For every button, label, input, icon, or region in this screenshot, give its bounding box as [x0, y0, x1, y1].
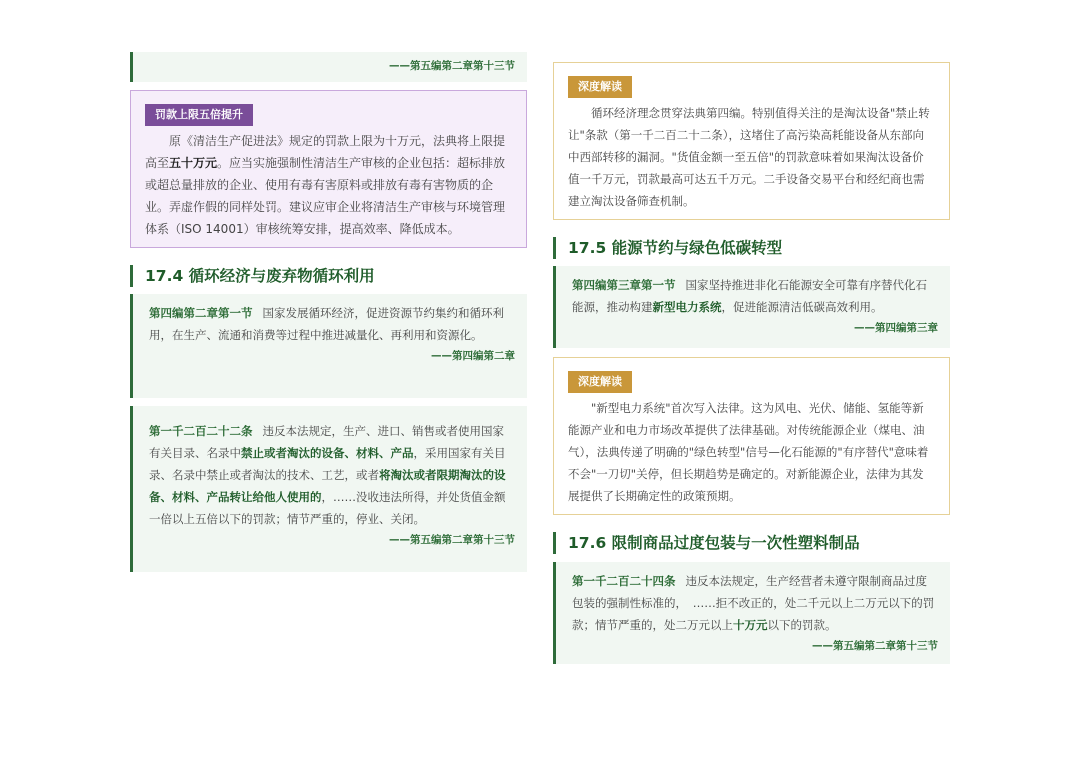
article-quote-1222 [130, 406, 527, 572]
quote-text: 第四编第二章第一节 国家发展循环经济，促进资源节约集约和循环利用，在生产、流通和消费等过程中推进减量化、再利用和资源化。 [149, 306, 504, 342]
quote-text: 第一千二百二十四条 违反本法规定，生产经营者未遵守限制商品过度包装的强制性标准的， ……拒不改正的，处二千元以上二万元以下的罚款；情节严重的，处二万元以上十万元以下的罚款。 [572, 574, 935, 632]
top-quote-fragment [130, 52, 527, 82]
analysis-text: 循环经济理念贯穿法典第四编。特别值得关注的是淘汰设备"禁止转让"条款（第一千二百二十二条），这堵住了高污染高耗能设备从东部向中西部转移的漏洞。"货值金额一至五倍"的罚款意味着如果淘汰设备价值一千万元，罚款最高可达五千万元。二手设备交易平台和经纪商也需建立淘汰设备筛查机制。 [568, 106, 930, 208]
quote-source: ——第四编第二章 [431, 350, 515, 362]
analysis-tag: 深度解读 [568, 76, 632, 98]
fine-cap-text: 原《清洁生产促进法》规定的罚款上限为十万元，法典将上限提高至五十万元。应当实施强制性清洁生产审核的企业包括：超标排放或超总量排放的企业、使用有毒有害原料或排放有毒有害物质的企业。弄虚作假的同样处罚。建议应审企业将清洁生产审核与环境管理体系（ISO 14001）审核统筹安排，提高效率、降低成本。 [145, 134, 506, 236]
article-quote-4-3-1 [553, 266, 950, 348]
article-quote-1224 [553, 562, 950, 664]
quote-source: ——第五编第二章第十三节 [812, 640, 938, 652]
section-heading-17-6: 17.6 限制商品过度包装与一次性塑料制品 [553, 532, 860, 554]
fine-cap-box [130, 90, 527, 248]
analysis-text: "新型电力系统"首次写入法律。这为风电、光伏、储能、氢能等新能源产业和电力市场改革提供了法律基础。对传统能源企业（煤电、油气），法典传递了明确的"绿色转型"信号—化石能源的"有序替代"意味着不会"一刀切"关停，但长期趋势是确定的。对新能源企业，法律为其发展提供了长期确定性的政策预期。 [568, 401, 929, 503]
quote-source: ——第五编第二章第十三节 [389, 534, 515, 546]
quote-text: 第一千二百二十二条 违反本法规定，生产、进口、销售或者使用国家有关目录、名录中禁止或者淘汰的设备、材料、产品，采用国家有关目录、名录中禁止或者淘汰的技术、工艺，或者将淘汰或者限期淘汰的设备、材料、产品转让给他人使用的，……没收违法所得，并处货值金额一倍以上五倍以下的罚款；情节严重的，停业、关闭。 [149, 424, 506, 526]
fine-cap-tag: 罚款上限五倍提升 [145, 104, 253, 126]
section-heading-17-4: 17.4 循环经济与废弃物循环利用 [130, 265, 375, 287]
analysis-tag: 深度解读 [568, 371, 632, 393]
article-quote-4-2-1 [130, 294, 527, 398]
analysis-box-1 [553, 62, 950, 220]
section-heading-17-5: 17.5 能源节约与绿色低碳转型 [553, 237, 782, 259]
quote-source: ——第四编第三章 [854, 322, 938, 334]
quote-text: 第四编第三章第一节 国家坚持推进非化石能源安全可靠有序替代化石能源，推动构建新型电力系统，促进能源清洁低碳高效利用。 [572, 278, 927, 314]
quote-source: ——第五编第二章第十三节 [389, 60, 515, 72]
analysis-box-2 [553, 357, 950, 515]
